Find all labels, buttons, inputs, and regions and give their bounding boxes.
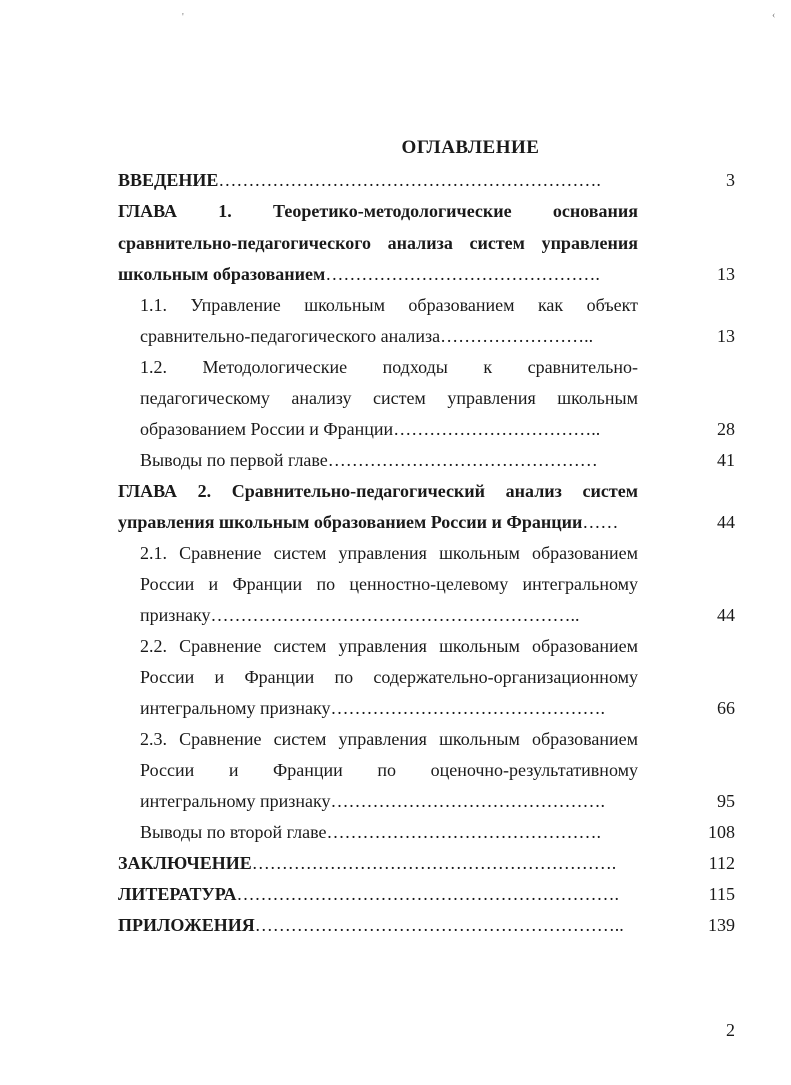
toc-leader-dots: …………………….. xyxy=(440,326,594,346)
toc-entry-section-1-2-line1[interactable]: 1.2. Методологические подходы к сравнительно- xyxy=(140,357,638,377)
scan-mark: ' xyxy=(182,12,184,23)
toc-entry-chapter-1-line1[interactable]: ГЛАВА 1. Теоретико-методологические основания xyxy=(118,201,638,221)
toc-entry-chapter-1-line2: сравнительно-педагогического анализа систем управления xyxy=(118,233,638,253)
toc-entry-conclusion[interactable] xyxy=(118,853,616,873)
toc-entry-section-2-3-line1[interactable]: 2.3. Сравнение систем управления школьным образованием xyxy=(140,729,638,749)
toc-page-number: 108 xyxy=(708,822,735,842)
toc-entry-title: признаку xyxy=(140,605,211,625)
toc-entry-title: ЛИТЕРАТУРА xyxy=(118,884,237,904)
toc-entry-chapter-2-line2 xyxy=(118,512,618,532)
toc-entry-section-2-3-line3 xyxy=(140,791,605,811)
toc-leader-dots: ………………………………………. xyxy=(330,791,606,811)
toc-leader-dots: ………………………………………………………. xyxy=(218,170,601,190)
toc-entry-conclusions-1[interactable] xyxy=(140,450,598,470)
toc-leader-dots: ………………………………………. xyxy=(326,822,601,842)
toc-entry-title: Выводы по второй главе xyxy=(140,822,327,842)
page-title: ОГЛАВЛЕНИЕ xyxy=(401,137,540,158)
toc-entry-title: сравнительно-педагогического анализа xyxy=(140,326,441,346)
toc-entry-conclusions-2[interactable] xyxy=(140,822,601,842)
toc-entry-section-1-1-line1[interactable]: 1.1. Управление школьным образованием как объект xyxy=(140,295,638,315)
toc-leader-dots: ……………………………………… xyxy=(327,450,598,470)
toc-page-number: 28 xyxy=(717,419,735,439)
toc-entry-section-1-1-line2 xyxy=(140,326,593,346)
toc-entry-section-1-2-line2: педагогическому анализу систем управления школьным xyxy=(140,388,638,408)
toc-leader-dots: ………………………………………. xyxy=(325,264,600,284)
toc-page-number: 95 xyxy=(717,791,735,811)
toc-entry-title: школьным образованием xyxy=(118,264,326,284)
toc-entry-title: интегральному признаку xyxy=(140,698,331,718)
scan-mark: ‹ xyxy=(772,10,776,21)
toc-entry-section-1-2-line3 xyxy=(140,419,600,439)
toc-leader-dots: …………………………….. xyxy=(393,419,601,439)
toc-leader-dots: ………………………………………. xyxy=(330,698,606,718)
page-number: 2 xyxy=(726,1020,735,1040)
toc-leader-dots: …………………………………………………….. xyxy=(254,915,624,935)
toc-page-number: 66 xyxy=(717,698,735,718)
toc-page-number: 44 xyxy=(717,605,735,625)
toc-entry-chapter-1-line3 xyxy=(118,264,600,284)
toc-entry-section-2-2-line2: России и Франции по содержательно-организационному xyxy=(140,667,638,687)
toc-entry-section-2-1-line3 xyxy=(140,605,580,625)
toc-page-number: 112 xyxy=(708,853,735,873)
toc-page-number: 139 xyxy=(708,915,735,935)
toc-entry-title: образованием России и Франции xyxy=(140,419,394,439)
toc-page-number: 115 xyxy=(708,884,735,904)
toc-entry-section-2-1-line1[interactable]: 2.1. Сравнение систем управления школьным образованием xyxy=(140,543,638,563)
toc-entry-appendices[interactable] xyxy=(118,915,624,935)
toc-leader-dots: ……………………………………………………. xyxy=(251,853,617,873)
toc-entry-title: интегральному признаку xyxy=(140,791,331,811)
toc-entry-title: Выводы по первой главе xyxy=(140,450,328,470)
toc-leader-dots: ………………………………………………………. xyxy=(236,884,619,904)
toc-entry-introduction[interactable] xyxy=(118,170,601,190)
toc-page-number: 13 xyxy=(717,264,735,284)
toc-entry-literature[interactable] xyxy=(118,884,619,904)
toc-entry-section-2-1-line2: России и Франции по ценностно-целевому интегральному xyxy=(140,574,638,594)
toc-page-number: 3 xyxy=(726,170,735,190)
toc-leader-dots: …… xyxy=(582,512,619,532)
toc-entry-section-2-2-line3 xyxy=(140,698,605,718)
toc-leader-dots: …………………………………………………….. xyxy=(210,605,580,625)
toc-entry-title: управления школьным образованием России и Франции xyxy=(118,512,583,532)
toc-page-number: 41 xyxy=(717,450,735,470)
toc-entry-chapter-2-line1[interactable]: ГЛАВА 2. Сравнительно-педагогический анализ систем xyxy=(118,481,638,501)
toc-entry-section-2-3-line2: России и Франции по оценочно-результативному xyxy=(140,760,638,780)
toc-page-number: 44 xyxy=(717,512,735,532)
toc-page-number: 13 xyxy=(717,326,735,346)
toc-entry-title: ЗАКЛЮЧЕНИЕ xyxy=(118,853,252,873)
toc-entry-section-2-2-line1[interactable]: 2.2. Сравнение систем управления школьным образованием xyxy=(140,636,638,656)
toc-entry-title: ПРИЛОЖЕНИЯ xyxy=(118,915,255,935)
toc-entry-title: ВВЕДЕНИЕ xyxy=(118,170,219,190)
